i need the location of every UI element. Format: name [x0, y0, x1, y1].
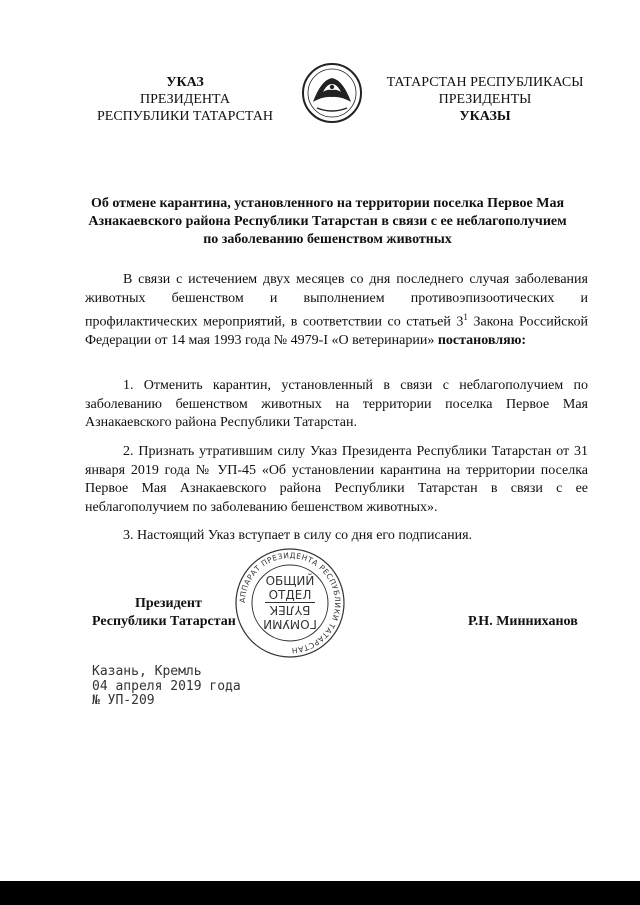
stamp-ring-text: АППАРАТ ПРЕЗИДЕНТА РЕСПУБЛИКИ ТАТАРСТАН: [237, 550, 343, 656]
place-date-number: [92, 665, 241, 709]
footer-number: № УП-209: [92, 693, 155, 708]
header-right-line2: ПРЕЗИДЕНТЫ: [438, 92, 532, 107]
stamp-center-line2: ОТДЕЛ: [265, 588, 316, 603]
document-title: Об отмене карантина, установленного на территории поселка Первое Мая Азнакаевского района Республики Татарстан в связи с ее неблагополучием по заболеванию бешенством животных: [88, 196, 567, 247]
item-1: 1. Отменить карантин, установленный в связи с неблагополучием по заболеванию бешенством животных на территории поселка Первое Мая Азнакаевского района Республики Татарстан.: [85, 378, 588, 430]
coat-of-arms-icon: [301, 62, 363, 124]
header-left-line2: ПРЕЗИДЕНТА: [140, 92, 230, 107]
header-left-line3: РЕСПУБЛИКИ ТАТАРСТАН: [96, 109, 273, 124]
signature-name: Р.Н. Минниханов: [468, 614, 578, 629]
stamp-center-line4: ГОМУМИ: [263, 617, 317, 631]
signature-position-line1: Президент: [135, 596, 202, 611]
stamp-center-line3: БҮЛЕК: [269, 603, 311, 617]
header-right-line3: УКАЗЫ: [459, 109, 511, 124]
preamble-text: В связи с истечением двух месяцев со дня последнего случая заболевания животных бешенством и выполнением противоэпизоотических и профилактических мероприятий, в соответствии со статьей 3: [85, 272, 588, 330]
item-3: 3. Настоящий Указ вступает в силу со дня его подписания.: [123, 528, 473, 543]
preamble-colon: :: [521, 333, 527, 349]
preamble-text-2: Закона Российской Федерации от 14 мая 1993 года № 4979-I «О ветеринарии»: [85, 314, 588, 349]
item-2: 2. Признать утратившим силу Указ Президента Республики Татарстан от 31 января 2019 года № УП-45 «Об установлении карантина на территории поселка Первое Мая Азнакаевского района Республики Татарстан в связи с ее неблагополучием по заболеванию бешенством животных».: [85, 444, 588, 515]
header-right: [375, 74, 595, 125]
article-superscript: 1: [463, 312, 468, 322]
header-left-line1: УКАЗ: [166, 75, 204, 90]
stamp-center-line1: ОБЩИЙ: [265, 574, 315, 588]
footer-place: Казань, Кремль: [92, 664, 202, 679]
scan-bottom-edge: [0, 881, 640, 905]
footer-date: 04 апреля 2019 года: [92, 678, 241, 694]
header-right-line1: ТАТАРСТАН РЕСПУБЛИКАСЫ: [386, 75, 584, 90]
signature-position: [92, 595, 262, 631]
header-left: [80, 74, 290, 125]
preamble: [85, 271, 588, 351]
signature-position-line2: Республики Татарстан: [92, 614, 236, 629]
preamble-decree-word: постановляю: [437, 333, 522, 349]
